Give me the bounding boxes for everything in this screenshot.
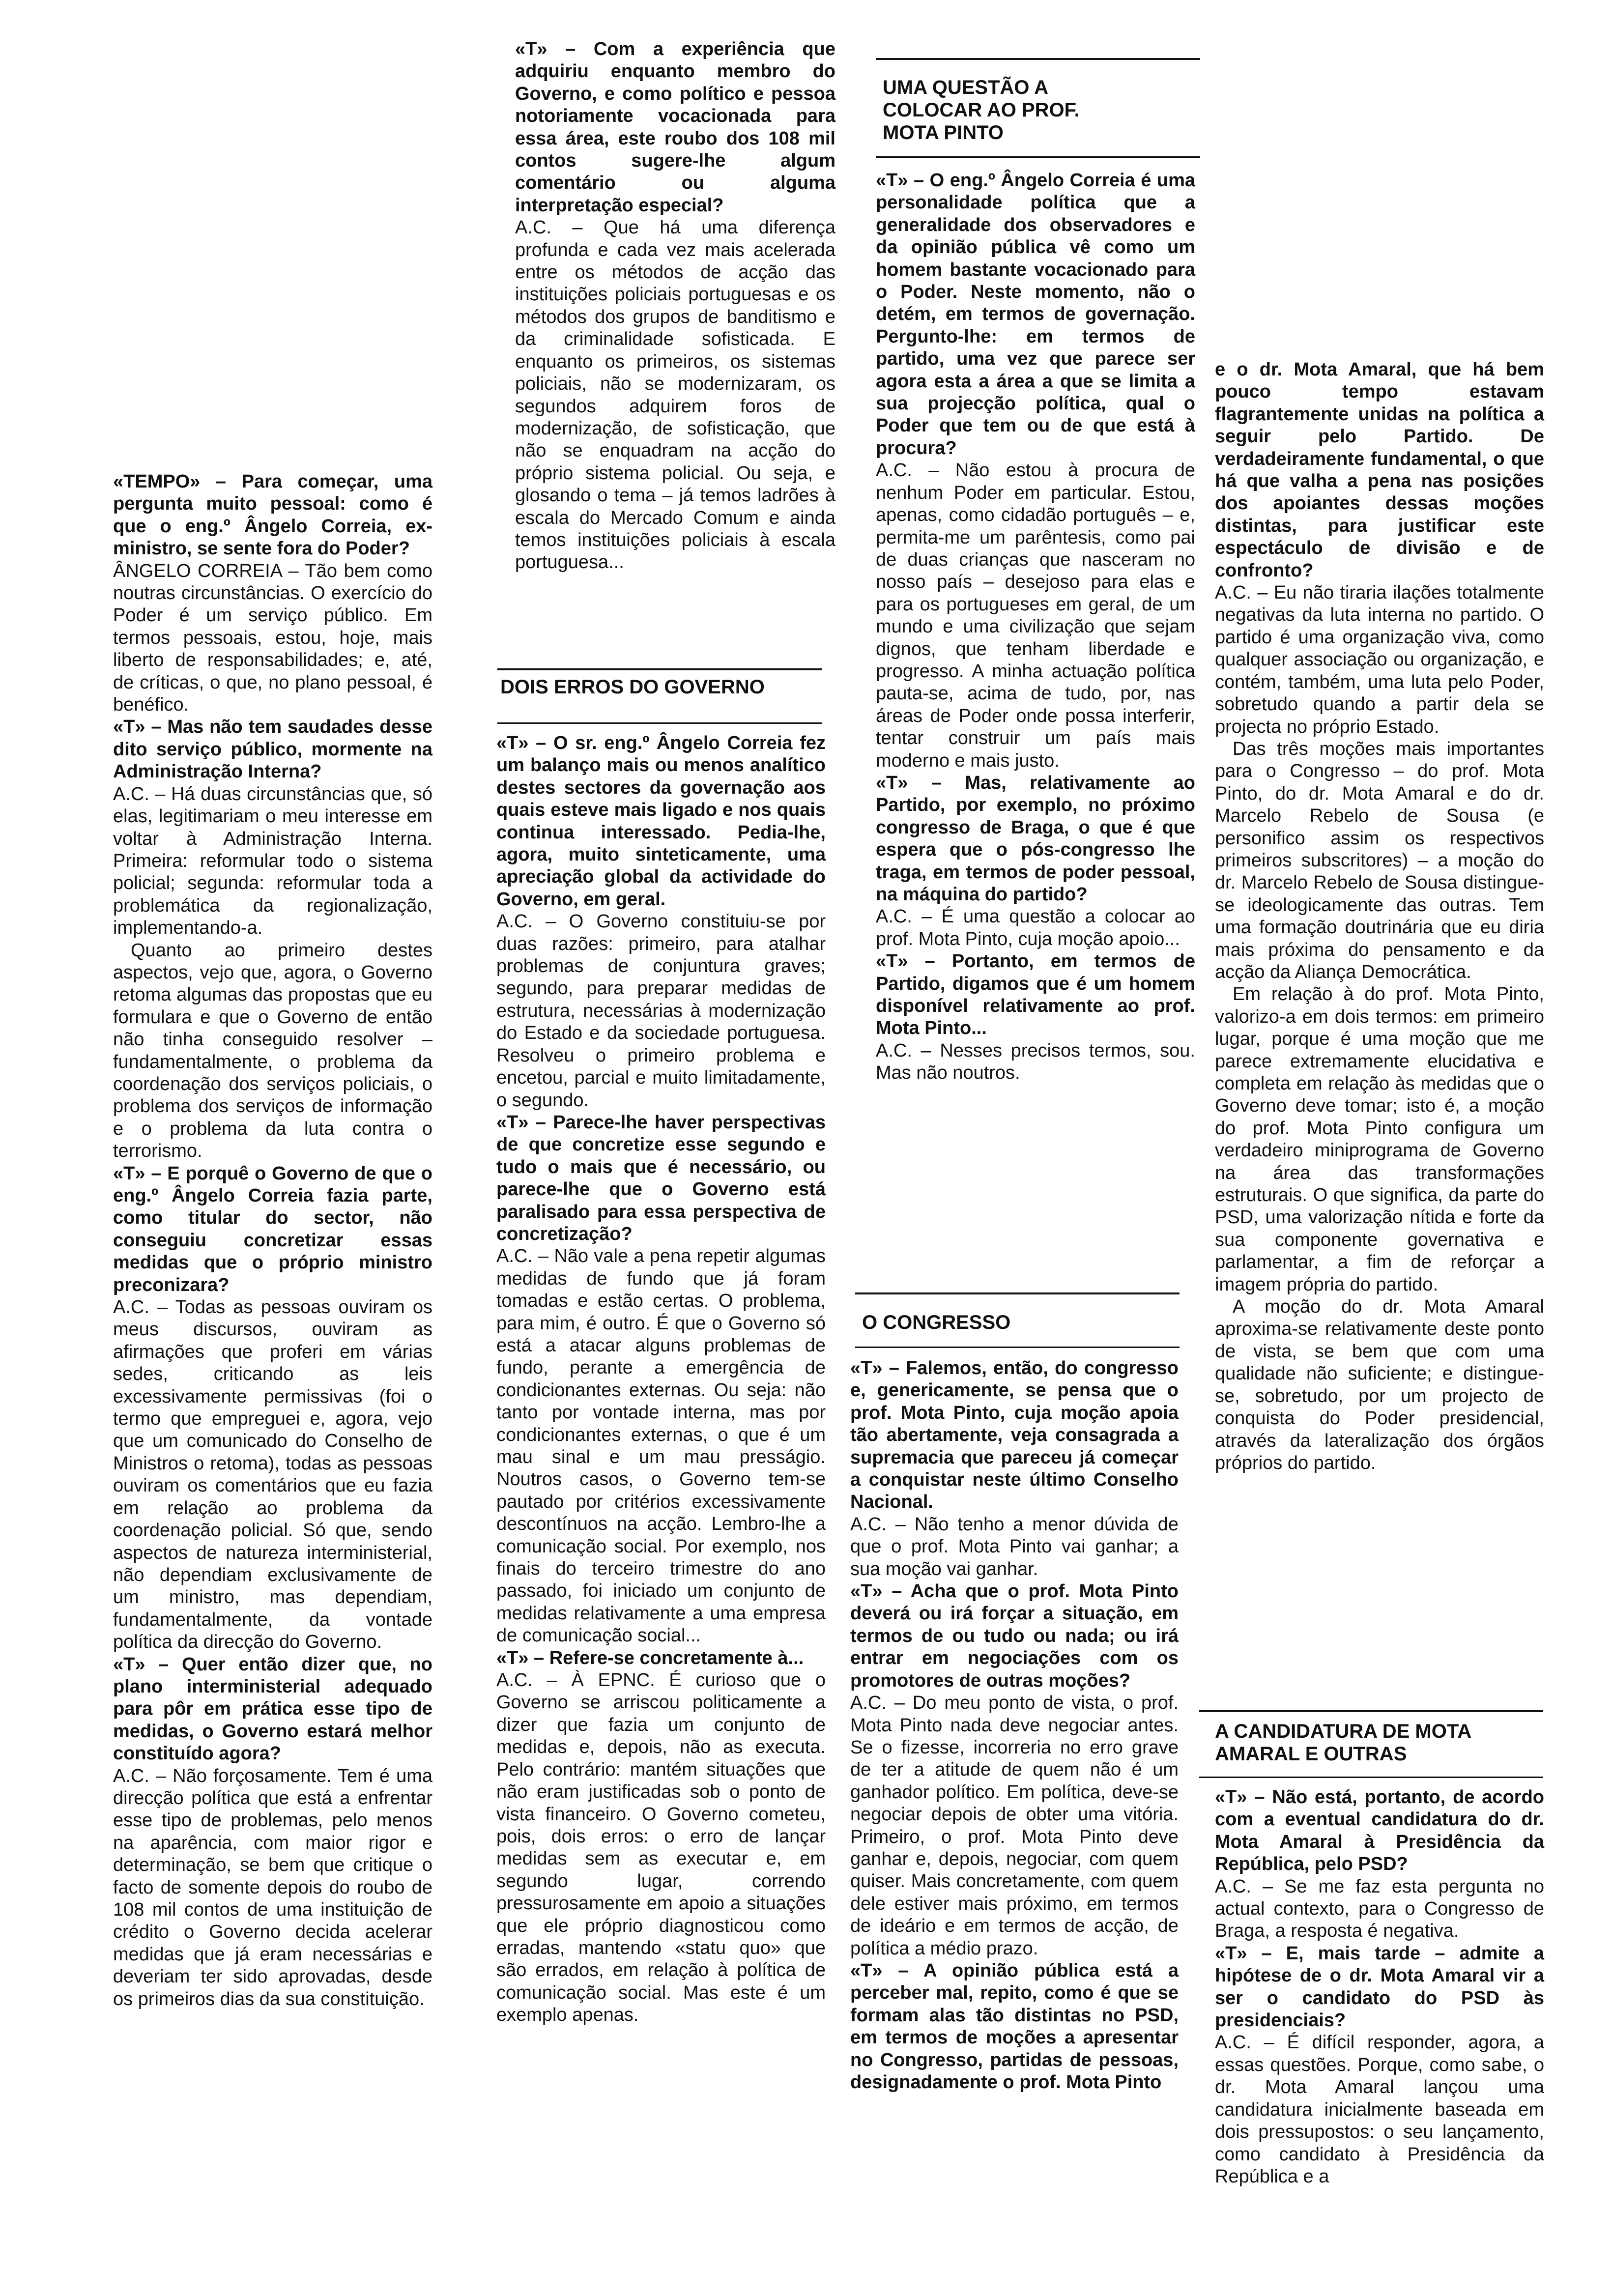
column-4-bottom — [1215, 1786, 1544, 2188]
question-7: «T» – Parece-lhe haver perspectivas de que concretize esse segundo e tudo o mais que é necessário, ou parece-lhe que o Governo está paralisado para essa perspectiva de concretização? — [496, 1112, 826, 1244]
column-1 — [113, 471, 432, 2010]
answer-2-continued: Quanto ao primeiro destes aspectos, vejo que, agora, o Governo retoma algumas das propostas que eu formulara e que o Governo de então não tinha conseguido resolver – fundamentalmente, o problema da coordenação dos serviços policiais, o problema dos serviços de informação e o problema da luta contra o terrorismo. — [113, 940, 432, 1162]
section-heading-dois-erros: DOIS ERROS DO GOVERNO — [500, 676, 765, 698]
question-9: «T» – O eng.º Ângelo Correia é uma personalidade política que a generalidade dos observadores e da opinião pública vê como um homem bastante vocacionado para o Poder. Neste momento, não o detém, em termos de governação. Pergunto-lhe: em termos de partido, uma vez que parece ser agora esta a área a que se limita a sua projecção política, qual o Poder que tem ou de que está à procura? — [876, 170, 1195, 459]
answer-8: A.C. – À EPNC. É curioso que o Governo se arriscou politicamente a dizer que fazia um conjunto de medidas e, depois, não as executa. Pelo contrário: mantém situações que não eram justificadas sob o ponto de vista financeiro. O Governo cometeu, pois, dois erros: o erro de lançar medidas sem as executar e, em segundo lugar, correndo pressurosamente em apoio a situações que ele próprio diagnosticou como erradas, mantendo «statu quo» que são errados, em relação à política de comunicação social. Mas este é um exemplo apenas. — [496, 1670, 826, 2026]
answer-14-c: Em relação à do prof. Mota Pinto, valorizo-a em dois termos: em primeiro lugar, porque é uma moção que me parece extremamente elucidativa e completa em relação às medidas que o Governo deve tomar; isto é, a moção do prof. Mota Pinto configura um verdadeiro miniprograma de Governo na área das transformações estruturais. O que significa, da parte do PSD, uma valorização nítida e forte da sua componente governativa e parlamentar, a fim de reforçar a imagem própria do partido. — [1215, 984, 1544, 1295]
answer-15: A.C. – Se me faz esta pergunta no actual contexto, para o Congresso de Braga, a resposta é negativa. — [1215, 1876, 1544, 1942]
question-10: «T» – Mas, relativamente ao Partido, por exemplo, no próximo congresso de Braga, o que é que espera que o pós-congresso lhe traga, em termos de poder pessoal, na máquina do partido? — [876, 772, 1195, 905]
question-4: «T» – Quer então dizer que, no plano interministerial adequado para pôr em prática esse tipo de medidas, o Governo estará melhor constituído agora? — [113, 1654, 432, 1764]
answer-7: A.C. – Não vale a pena repetir algumas medidas de fundo que já foram tomadas e estão certas. O problema, para mim, é outro. É que o Governo só está a atacar alguns problemas de fundo, perante a emergência de condicionantes externas. Ou seja: não tanto por vontade interna, mas por condicionantes externas, o que é um mau sinal e um mau presságio. Noutros casos, o Governo tem-se pautado por critérios excessivamente descontínuos na acção. Lembro-lhe a comunicação social. Por exemplo, nos finais do terceiro trimestre do ano passado, foi iniciado um conjunto de medidas relativamente a uma empresa de comunicação social... — [496, 1246, 826, 1646]
answer-12: A.C. – Não tenho a menor dúvida de que o prof. Mota Pinto vai ganhar; a sua moção vai ganhar. — [850, 1514, 1179, 1579]
section-heading-questao: UMA QUESTÃO A COLOCAR AO PROF. MOTA PINTO — [883, 77, 1080, 144]
section-rule — [876, 156, 1200, 158]
answer-10: A.C. – É uma questão a colocar ao prof. Mota Pinto, cuja moção apoio... — [876, 906, 1195, 949]
question-5: «T» – Com a experiência que adquiriu enquanto membro do Governo, e como político e pessoa notoriamente vocacionada para essa área, este roubo dos 108 mil contos sugere-lhe algum comentário ou alguma interpretação especial? — [515, 39, 835, 216]
question-11: «T» – Portanto, em termos de Partido, digamos que é um homem disponível relativamente ao prof. Mota Pinto... — [876, 951, 1195, 1039]
question-15: «T» – Não está, portanto, de acordo com a eventual candidatura do dr. Mota Amaral à Presidência da República, pelo PSD? — [1215, 1787, 1544, 1875]
column-2-top — [515, 38, 835, 574]
column-3-top — [876, 170, 1195, 1085]
answer-14-d: A moção do dr. Mota Amaral aproxima-se relativamente deste ponto de vista, se bem que com uma qualidade não suficiente; e distingue-se, sobretudo, por um projecto de conquista do Poder presidencial, através da lateralização dos órgãos próprios do partido. — [1215, 1296, 1544, 1473]
answer-13: A.C. – Do meu ponto de vista, o prof. Mota Pinto nada deve negociar antes. Se o fizesse, incorreria no erro grave de ter a atitude de quem não é um ganhador político. Em política, deve-se negociar depois de obter uma vitória. Primeiro, o prof. Mota Pinto deve ganhar e, depois, negociar, com quem quiser. Mais concretamente, com quem dele estiver mais próximo, em termos de ideário e em termos de acção, de política a médio prazo. — [850, 1693, 1179, 1959]
section-heading-congresso: O CONGRESSO — [862, 1312, 1011, 1333]
section-rule — [855, 1292, 1180, 1294]
answer-6: A.C. – O Governo constituiu-se por duas razões: primeiro, para atalhar problemas de conjuntura graves; segundo, para preparar medidas de estrutura, necessárias à modernização do Estado e da sociedade portuguesa. Resolveu o primeiro problema e encetou, parcial e muito limitadamente, o segundo. — [496, 911, 826, 1111]
answer-11: A.C. – Nesses precisos termos, sou. Mas não noutros. — [876, 1040, 1195, 1084]
section-rule — [855, 1347, 1180, 1348]
section-rule — [876, 58, 1200, 60]
question-13: «T» – Acha que o prof. Mota Pinto deverá ou irá forçar a situação, em termos de ou tudo ou nada; ou irá entrar em negociações com os promotores de outras moções? — [850, 1581, 1179, 1691]
section-rule — [497, 668, 822, 670]
answer-16: A.C. – É difícil responder, agora, a essas questões. Porque, como sabe, o dr. Mota Amaral lançou uma candidatura inicialmente baseada em dois pressupostos: o seu lançamento, como candidato à Presidência da República e a — [1215, 2032, 1544, 2187]
question-8: «T» – Refere-se concretamente à... — [496, 1647, 804, 1668]
answer-14: A.C. – Eu não tiraria ilações totalmente negativas da luta interna no partido. O partido é uma organização viva, como qualquer associação ou organização, e contém, também, uma luta pelo Poder, sobretudo quando a partir dela se projecta no próprio Estado. — [1215, 582, 1544, 737]
question-1: «TEMPO» – Para começar, uma pergunta muito pessoal: como é que o eng.º Ângelo Correia, ex-ministro, se sente fora do Poder? — [113, 471, 432, 559]
question-14: «T» – A opinião pública está a perceber mal, repito, como é que se formam alas tão distintas no PSD, em termos de moções a apresentar no Congresso, partidas de pessoas, designadamente o prof. Mota Pinto — [850, 1960, 1179, 2093]
question-6: «T» – O sr. eng.º Ângelo Correia fez um balanço mais ou menos analítico destes sectores da governação aos quais esteve mais ligado e nos quais continua interessado. Pedia-lhe, agora, muito sinteticamente, uma apreciação global da actividade do Governo, em geral. — [496, 733, 826, 910]
section-rule — [1199, 1777, 1543, 1778]
answer-5: A.C. – Que há uma diferença profunda e cada vez mais acelerada entre os métodos de acção das instituições policiais portuguesas e os métodos dos grupos de banditismo e da criminalidade sofisticada. E enquanto os primeiros, os sistemas policiais, não se modernizaram, os segundos adquirem foros de modernização, de sofisticação, que não se enquadram na acção do próprio sistema policial. Ou seja, e glosando o tema – já temos ladrões à escala do Mercado Comum e ainda temos instituições policiais à escala portuguesa... — [515, 217, 835, 573]
answer-9: A.C. – Não estou à procura de nenhum Poder em particular. Estou, apenas, como cidadão português – e, permita-me um parêntesis, como pai de duas crianças que nasceram no nosso país – desejoso para elas e para os portugueses em geral, de um mundo e uma civilização que sejam dignos, que tenham liberdade e progresso. A minha actuação política pauta-se, acima de tudo, por, nas áreas de Poder onde possa interferir, tentar construir um país mais moderno e mais justo. — [876, 460, 1195, 771]
question-12: «T» – Falemos, então, do congresso e, genericamente, se pensa que o prof. Mota Pinto, cuja moção apoia tão abertamente, veja consagrada a supremacia que pareceu já começar a conquistar neste último Conselho Nacional. — [850, 1358, 1179, 1513]
section-rule — [1199, 1710, 1543, 1712]
question-14-continued: e o dr. Mota Amaral, que há bem pouco tempo estavam flagrantemente unidas na política a seguir pelo Partido. De verdadeiramente fundamental, o que há que valha a pena nas posições dos apoiantes dessas moções distintas, para justificar este espectáculo de divisão e de confronto? — [1215, 359, 1544, 581]
question-3: «T» – E porquê o Governo de que o eng.º Ângelo Correia fazia parte, como titular do sector, não conseguiu concretizar essas medidas que o próprio ministro preconizara? — [113, 1163, 432, 1295]
answer-3: A.C. – Todas as pessoas ouviram os meus discursos, ouviram as afirmações que proferi em várias sedes, criticando as leis excessivamente permissivas (foi o termo que empreguei e, agora, vejo que um comunicado do Conselho de Ministros o retoma), todas as pessoas ouviram os comentários que eu fazia em relação ao problema da coordenação policial. Só que, sendo aspectos de natureza interministerial, não dependiam exclusivamente de um ministro, mas dependiam, fundamentalmente, da vontade política da direcção do Governo. — [113, 1297, 432, 1653]
section-rule — [497, 722, 822, 724]
answer-1: ÂNGELO CORREIA – Tão bem como noutras circunstâncias. O exercício do Poder é um serviço público. Em termos pessoais, estou, hoje, mais liberto de responsabilidades; e, até, de críticas, o que, no plano pessoal, é benéfico. — [113, 560, 432, 716]
section-heading-candidatura: A CANDIDATURA DE MOTA AMARAL E OUTRAS — [1215, 1721, 1471, 1765]
answer-2: A.C. – Há duas circunstâncias que, só elas, legitimariam o meu interesse em voltar à Administração Interna. Primeira: reformular todo o sistema policial; segunda: reformular toda a problemática da regionalização, implementando-a. — [113, 783, 432, 939]
question-2: «T» – Mas não tem saudades desse dito serviço público, mormente na Administração Interna? — [113, 717, 432, 782]
answer-4: A.C. – Não forçosamente. Tem é uma direcção política que está a enfrentar esse tipo de problemas, pelo menos na aparência, com maior rigor e determinação, se bem que critique o facto de somente depois do roubo de 108 mil contos de uma instituição de crédito o Governo decida acelerar medidas que já eram necessárias e deveriam ter sido aprovadas, desde os primeiros dias da sua constituição. — [113, 1765, 432, 2009]
column-3-bottom — [850, 1357, 1179, 2094]
column-4-top — [1215, 359, 1544, 1474]
question-16: «T» – E, mais tarde – admite a hipótese de o dr. Mota Amaral vir a ser o candidato do PSD às presidenciais? — [1215, 1943, 1544, 2031]
column-2-bottom — [496, 732, 826, 2027]
answer-14-b: Das três moções mais importantes para o Congresso – do prof. Mota Pinto, do dr. Mota Amaral e do dr. Marcelo Rebelo de Sousa (e personifico assim os respectivos primeiros subscritores) – a moção do dr. Marcelo Rebelo de Sousa distingue-se ideologicamente das outras. Tem uma formação doutrinária que eu diria mais próxima do pensamento e da acção da Aliança Democrática. — [1215, 738, 1544, 982]
